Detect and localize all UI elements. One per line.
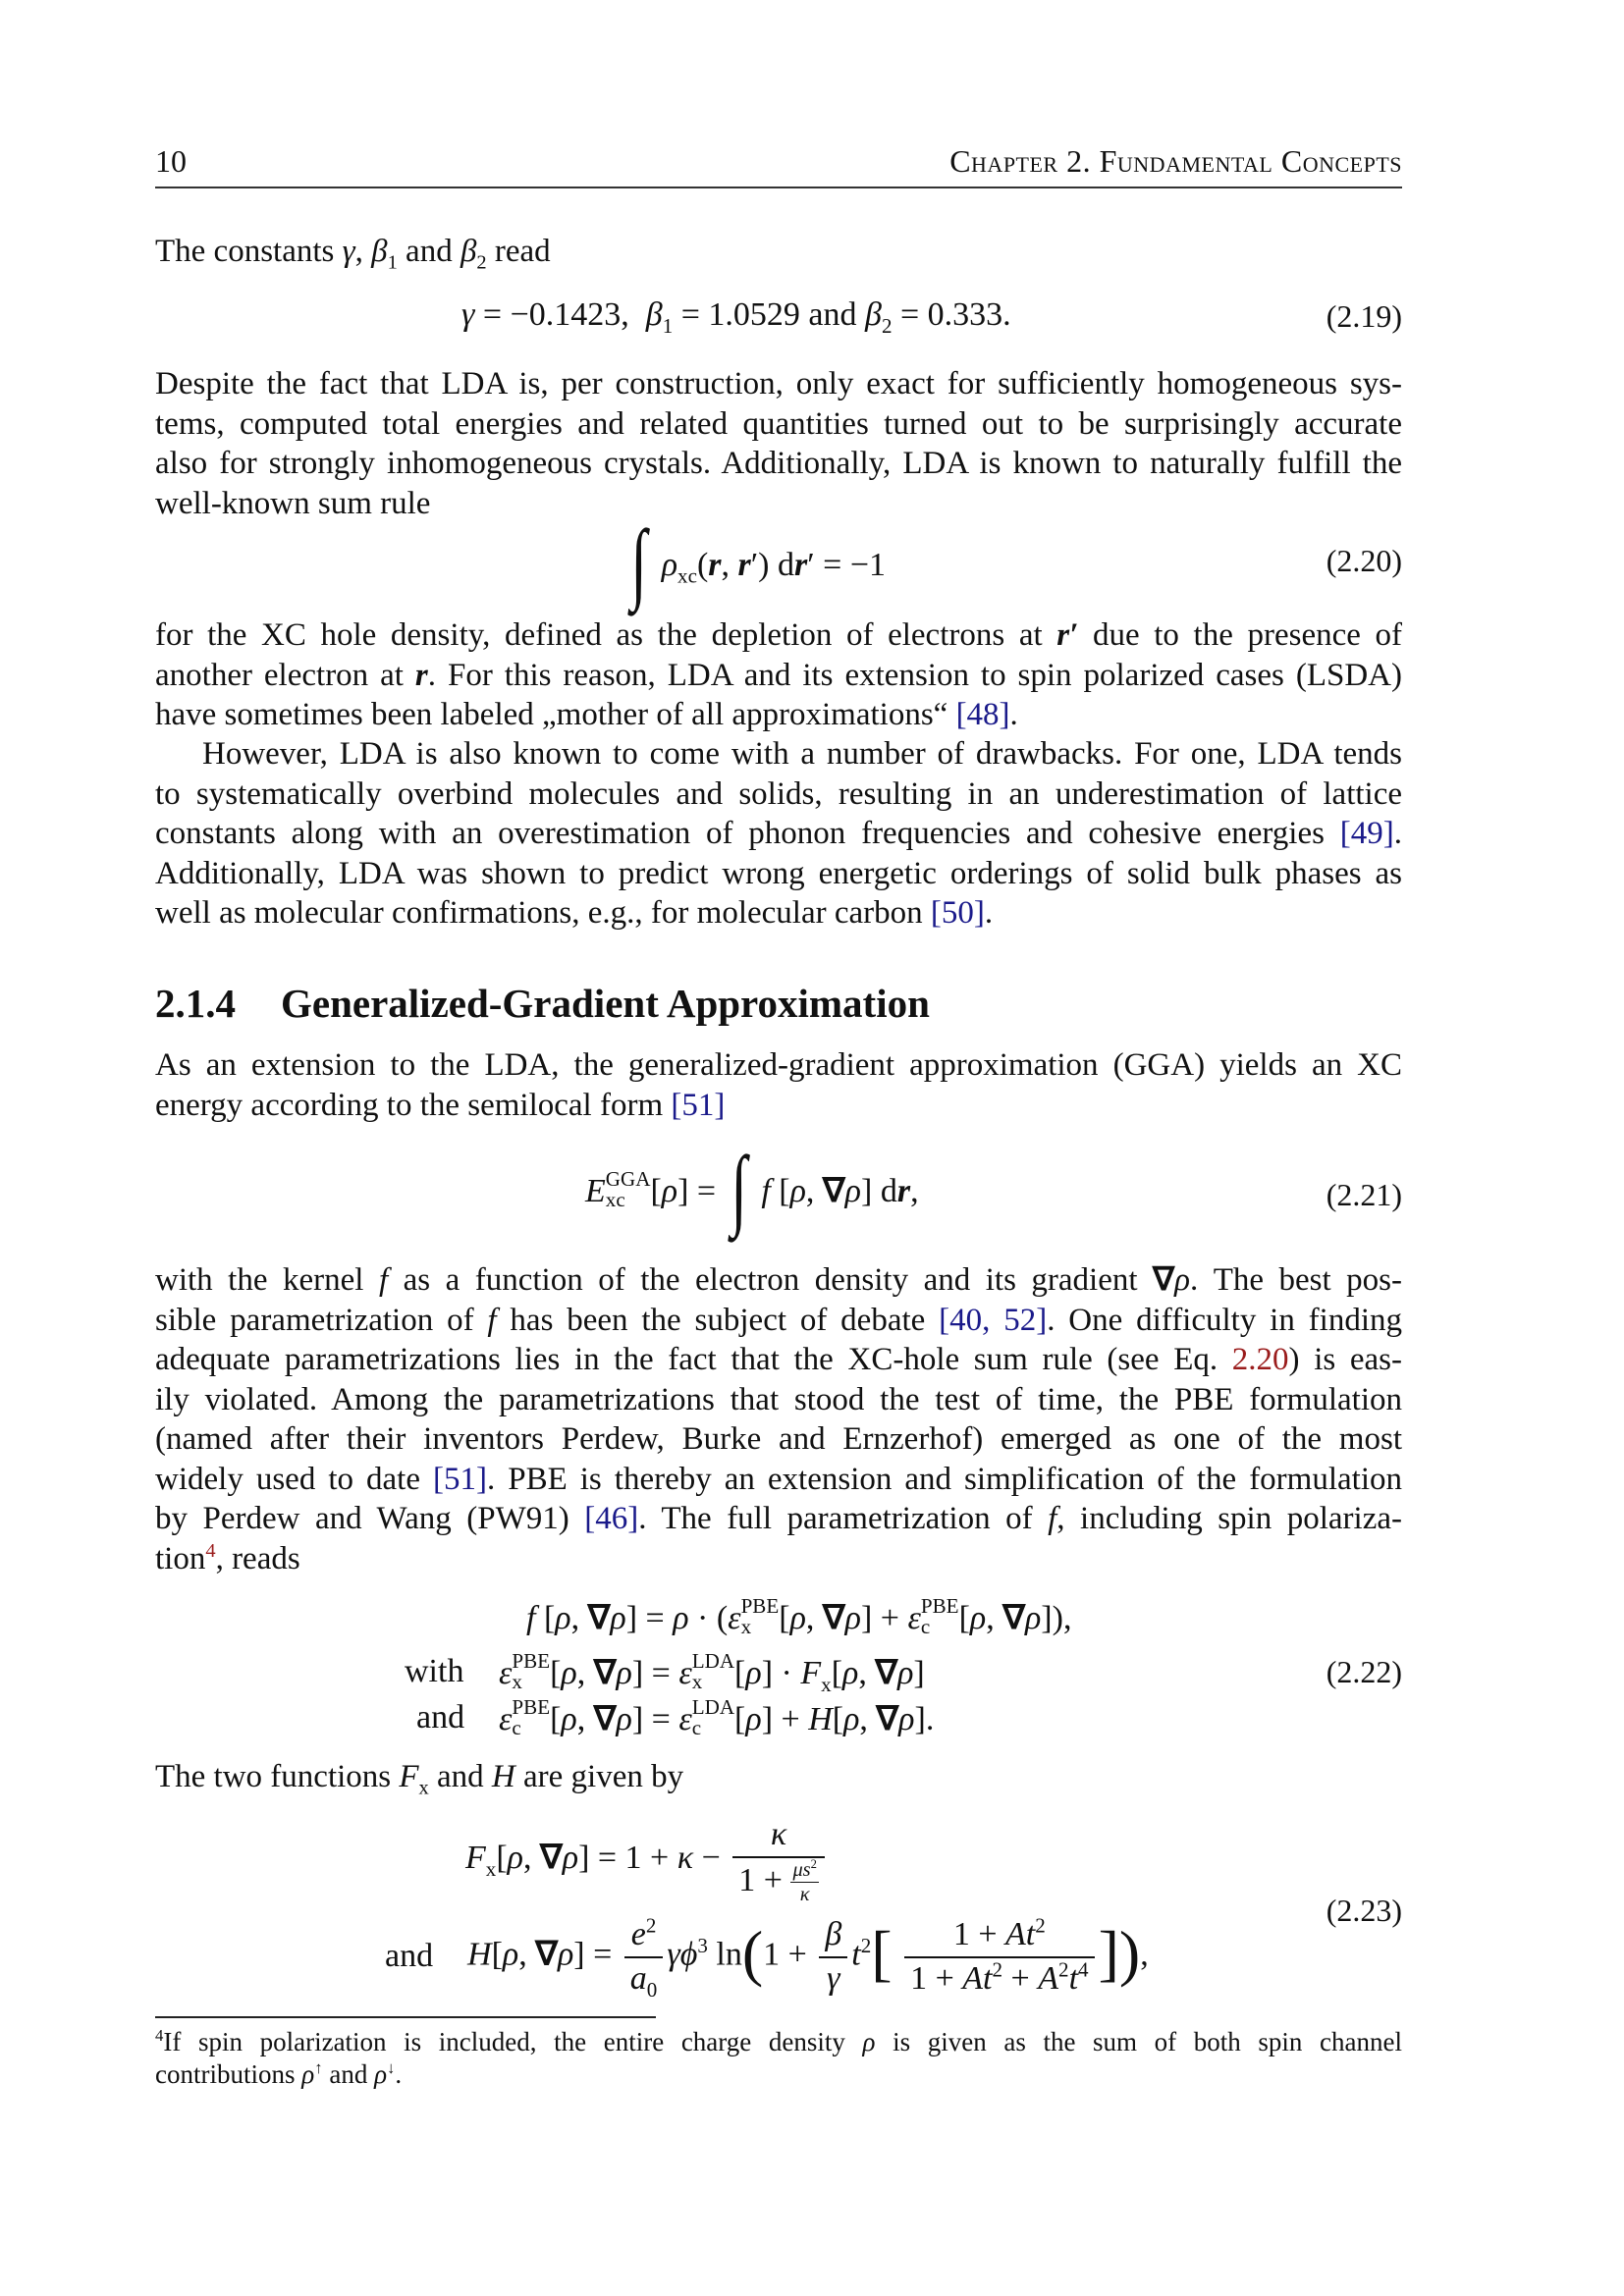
citation-link[interactable]: [40, 52] <box>939 1302 1048 1338</box>
equation-row: ε PBE c [ρ, ∇ρ] = ε LDA c [ρ] + H[ρ, ∇ρ]. <box>499 1695 935 1740</box>
fraction: $\frac{\beta}{\gamma}$ <box>819 1914 847 2000</box>
text-line: contributions ρ↑ and ρ↓. <box>155 2058 403 2089</box>
text-line: well as molecular confirmations, e.g., for molecular carbon [50]. <box>155 895 994 931</box>
paragraph-xc-hole <box>155 615 1402 735</box>
text-line: constants along with an overestimation of phonon frequencies and cohesive energies [49]. <box>155 816 1402 851</box>
integral-sign: ∫ <box>731 1138 747 1238</box>
citation-link[interactable]: [50] <box>930 895 985 931</box>
citation-link[interactable]: [46] <box>584 1501 639 1536</box>
text-line: well-known sum rule <box>155 485 431 521</box>
running-header <box>155 143 1402 187</box>
text-line: widely used to date [51]. PBE is thereby an extension and simplification of the formulation <box>155 1461 1402 1497</box>
section-number: 2.1.4 <box>155 981 236 1026</box>
equation-number-2-21: (2.21) <box>1326 1177 1402 1212</box>
citation-link[interactable]: [51] <box>671 1087 726 1123</box>
citation-link[interactable]: [49] <box>1339 816 1394 851</box>
footnote <box>155 2026 1402 2091</box>
equation-2-21: E GGA xc [ρ] = ∫ f [ρ, ∇ρ] dr, <box>585 1138 919 1238</box>
paragraph-gga-intro <box>155 1045 1402 1125</box>
equation-2-19: γ = −0.1423, $\beta_1 = 1.0529$ and $\beta_2 = 0.333$. <box>461 296 1011 338</box>
paragraph-lda-accuracy <box>155 364 1402 523</box>
equation-number-2-23: (2.23) <box>1326 1893 1402 1928</box>
fraction: $\frac{1 + At^2}{1 + At^2 + A^2t^4}$ <box>904 1914 1094 2000</box>
equation-reference-link[interactable]: 2.20 <box>1231 1342 1289 1377</box>
equation-row-label: and <box>416 1699 465 1735</box>
equation-row: ε PBE x [ρ, ∇ρ] = ε LDA x $[\rho] \cdot F_x[\rho$, ∇ρ] <box>499 1649 925 1696</box>
text-line: ily violated. Among the parametrizations that stood the test of time, the PBE formulation <box>155 1381 1402 1417</box>
footnote-marker[interactable]: 4 <box>205 1539 216 1562</box>
footnote-mark: 4 <box>155 2026 164 2045</box>
text-line: Additionally, LDA was shown to predict wrong energetic orderings of solid bulk phases as <box>155 855 1402 891</box>
equation-row: H[ρ, ∇ρ] = $\frac{e^2}{a_0}$ $\gamma\phi^3$ ln(1 + $\frac{\beta}{\gamma}$ $t^2$[ $\frac{1 + At^2}{1 + At^2 + A^2t^4}$ ]), <box>467 1913 1149 2002</box>
paragraph-lda-drawbacks <box>155 734 1402 934</box>
text-line: for the XC hole density, defined as the depletion of electrons at r′ due to the presence of <box>155 617 1402 653</box>
text-line: However, LDA is also known to come with a number of drawbacks. For one, LDA tends <box>202 736 1402 772</box>
text-line: sible parametrization of f has been the subject of debate [40, 52]. One difficulty in finding <box>155 1302 1403 1338</box>
text-line: adequate parametrizations lies in the fact that the XC-hole sum rule (see Eq. 2.20) is eas- <box>155 1342 1402 1377</box>
citation-link[interactable]: [48] <box>955 697 1010 732</box>
text-line: The constants γ, $\beta_1$ and $\beta_2$ read <box>155 234 551 274</box>
equation-row-label: and <box>385 1938 434 1974</box>
equation-row-label: with <box>405 1653 464 1689</box>
text-line: tems, computed total energies and related quantities turned out to be surprisingly accurate <box>155 405 1402 442</box>
text-line: with the kernel f as a function of the electron density and its gradient ∇ρ. The best pos- <box>155 1262 1403 1298</box>
header-rule <box>155 187 1402 188</box>
integral-sign: ∫ <box>630 511 647 612</box>
text-line: (named after their inventors Perdew, Burke and Ernzerhof) emerged as one of the most <box>155 1421 1402 1457</box>
equation-number-2-22: (2.22) <box>1326 1654 1402 1689</box>
text-line: $^4$If spin polarization is included, the entire charge density ρ is given as the sum of both spin channel <box>155 2026 1402 2056</box>
section-title: Generalized-Gradient Approximation <box>281 981 930 1026</box>
equation-row: f [ρ, ∇ρ] = ρ · (ε PBE x [ρ, ∇ρ] + ε PBE c [ρ, ∇ρ]), <box>526 1594 1072 1639</box>
text-line: another electron at r. For this reason, LDA and its extension to spin polarized cases (LSDA) <box>155 657 1402 693</box>
equation-row: $F_x[\rho$, ∇ρ] = 1 + κ − κ 1 + $\frac{\mu s^2}{\kappa}$ <box>465 1814 829 1906</box>
equation-number-2-19: (2.19) <box>1326 298 1402 334</box>
equation-number-2-20: (2.20) <box>1326 543 1402 578</box>
citation-link[interactable]: [51] <box>432 1461 487 1497</box>
text-line: energy according to the semilocal form [51] <box>155 1087 726 1123</box>
paragraph-functions <box>155 1757 1402 1797</box>
fraction: $\frac{e^2}{a_0}$ <box>624 1914 664 2000</box>
text-line: also for strongly inhomogeneous crystals. Additionally, LDA is known to naturally fulfill the <box>155 446 1402 481</box>
text-line: tion$^4$, reads <box>155 1539 300 1576</box>
text-line: Despite the fact that LDA is, per construction, only exact for sufficiently homogeneous sys- <box>155 366 1402 401</box>
page-number: 10 <box>155 143 187 179</box>
equation-2-20: ∫ $\rho_{xc}(r$, r′) dr′ = −1 <box>630 511 887 612</box>
fraction: κ 1 + $\frac{\mu s^2}{\kappa}$ <box>732 1814 825 1906</box>
paragraph-constants <box>155 232 1402 272</box>
paragraph-pbe <box>155 1260 1402 1578</box>
text-line: have sometimes been labeled „mother of all approximations“ [48]. <box>155 697 1018 732</box>
text-line: by Perdew and Wang (PW91) [46]. The full parametrization of f, including spin polariza- <box>155 1501 1402 1536</box>
section-heading <box>155 980 930 1027</box>
text-line: The two functions $F_x$ and H are given by <box>155 1759 684 1799</box>
chapter-title: Chapter 2. Fundamental Concepts <box>949 143 1402 179</box>
text-line: to systematically overbind molecules and solids, resulting in an underestimation of lattice <box>155 775 1402 812</box>
footnote-rule <box>155 2016 656 2018</box>
text-line: As an extension to the LDA, the generalized-gradient approximation (GGA) yields an XC <box>155 1047 1402 1083</box>
